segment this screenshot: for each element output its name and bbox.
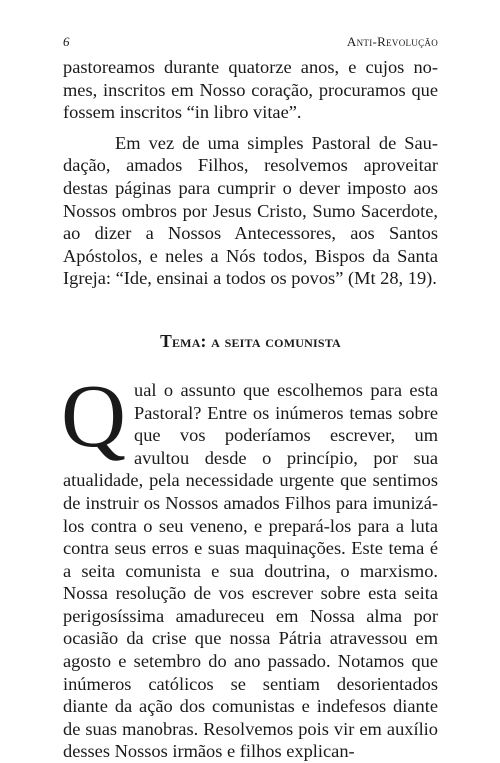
paragraph-pastoral: Em vez de uma simples Pastoral de Saudação, amados Filhos, resolvemos aproveitar destas páginas para cumprir o dever imposto aos Nossos ombros por Jesus Cristo, Sumo Sacerdote, ao dizer a Nossos Antecessores, aos Santos Apóstolos, e neles a Nós todos, Bispos da Santa Igreja: “Ide, ensinai a todos os povos” (Mt 28, 19). [63,132,438,289]
book-title: Anti-Revolução [346,34,438,49]
page-number: 6 [63,34,70,49]
section-heading: Tema: a seita comunista [160,330,341,351]
paragraph-theme [61,366,438,763]
paragraph-theme-text: ual o assunto que escolhemos para esta Pastoral? Entre os inúmeros temas sobre que vos poderíamos escrever, um avultou desde o princípio, por sua atualidade, pela necessidade urgente que sentimos de instruir os Nossos amados Filhos para imunizá-los contra o seu veneno, e prepará-los para a luta contra seus erros e suas maquinações. Este tema é a seita comunista e sua doutrina, o marxismo. Nossa resolução de vos escrever sobre esta seita perigosíssima amadureceu em Nossa alma por ocasião da crise que nossa Pátria atravessou em agosto e setembro do ano passado. Notamos que inúmeros católicos se sentiam desorientados diante da ação dos comunistas e indefesos diante de suas manobras. Resolvemos pois vir em auxílio desses Nossos irmãos e filhos explican- [63,379,438,762]
book-page [63,34,438,763]
paragraph-continuation: pastoreamos durante quatorze anos, e cujos nomes, inscritos em Nosso coração, procuramos que fossem inscritos “in libro vitae”. [63,57,438,123]
running-header [63,34,438,56]
drop-cap: Q [61,366,126,466]
